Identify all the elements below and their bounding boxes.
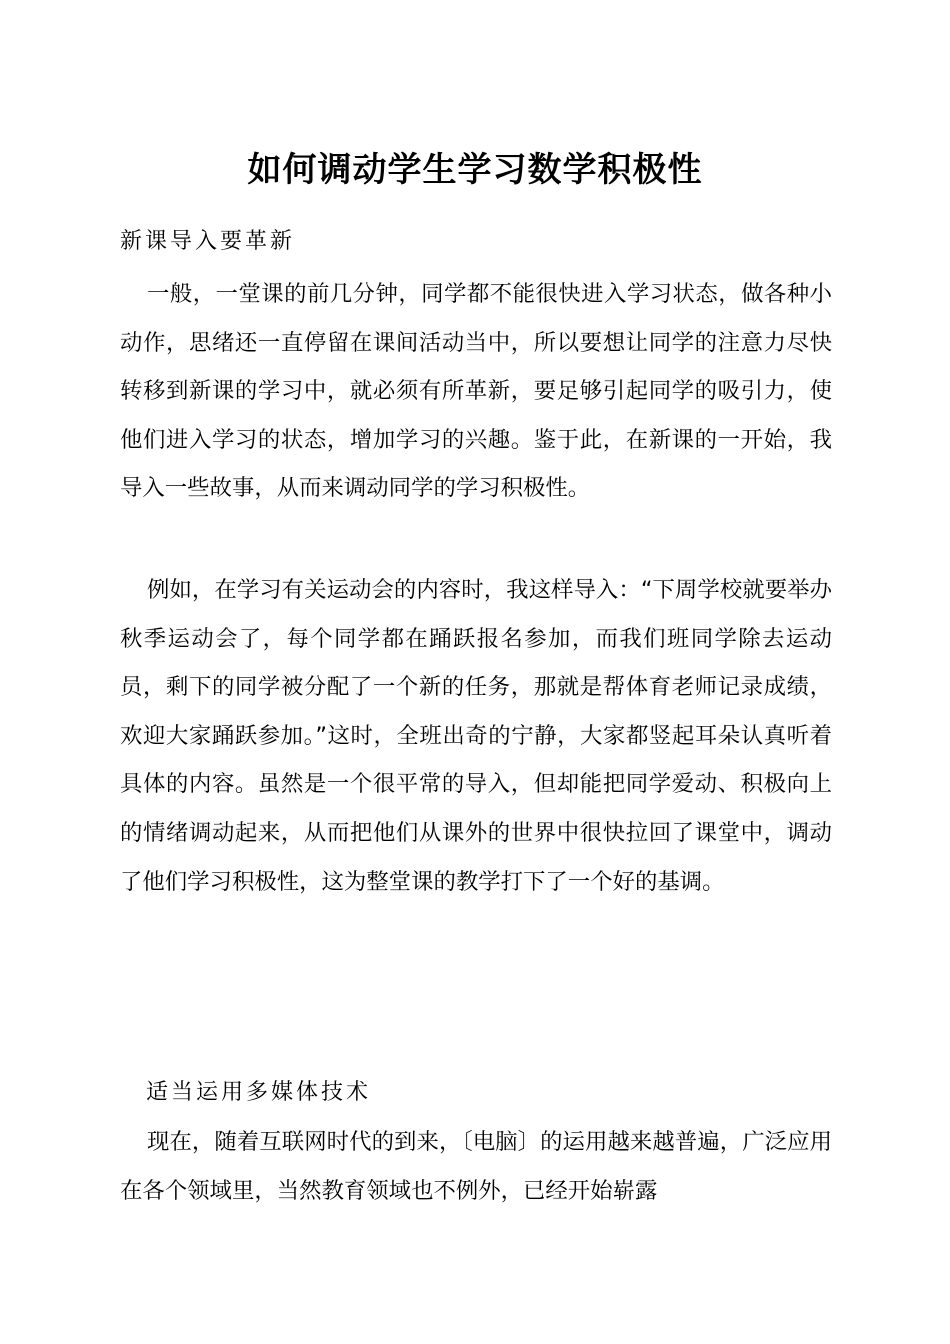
- paragraph: 一般，一堂课的前几分钟，同学都不能很快进入学习状态，做各种小动作，思绪还一直停留在课间活动当中，所以要想让同学的注意力尽快转移到新课的学习中，就必须有所革新，要足够引起同学的吸引力，使他们进入学习的状态，增加学习的兴趣。鉴于此，在新课的一开始，我导入一些故事，从而来调动同学的学习积极性。: [120, 281, 832, 502]
- document-title: 如何调动学生学习数学积极性: [247, 150, 703, 190]
- paragraph: 现在，随着互联网时代的到来，〔电脑〕的运用越来越普遍，广泛应用在各个领域里，当然教育领域也不例外，已经开始崭露: [120, 1129, 832, 1204]
- paragraph: 例如，在学习有关运动会的内容时，我这样导入：“下周学校就要举办秋季运动会了，每个同学都在踊跃报名参加，而我们班同学除去运动员，剩下的同学被分配了一个新的任务，那就是帮体育老师记录成绩，欢迎大家踊跃参加。”这时，全班出奇的宁静，大家都竖起耳朵认真听着具体的内容。虽然是一个很平常的导入，但却能把同学爱动、积极向上的情绪调动起来，从而把他们从课外的世界中很快拉回了课堂中，调动了他们学习积极性，这为整堂课的教学打下了一个好的基调。: [120, 577, 832, 895]
- section-heading-new-lesson: 新课导入要革新: [120, 229, 296, 254]
- section-heading-multimedia: 适当运用多媒体技术: [146, 1080, 372, 1105]
